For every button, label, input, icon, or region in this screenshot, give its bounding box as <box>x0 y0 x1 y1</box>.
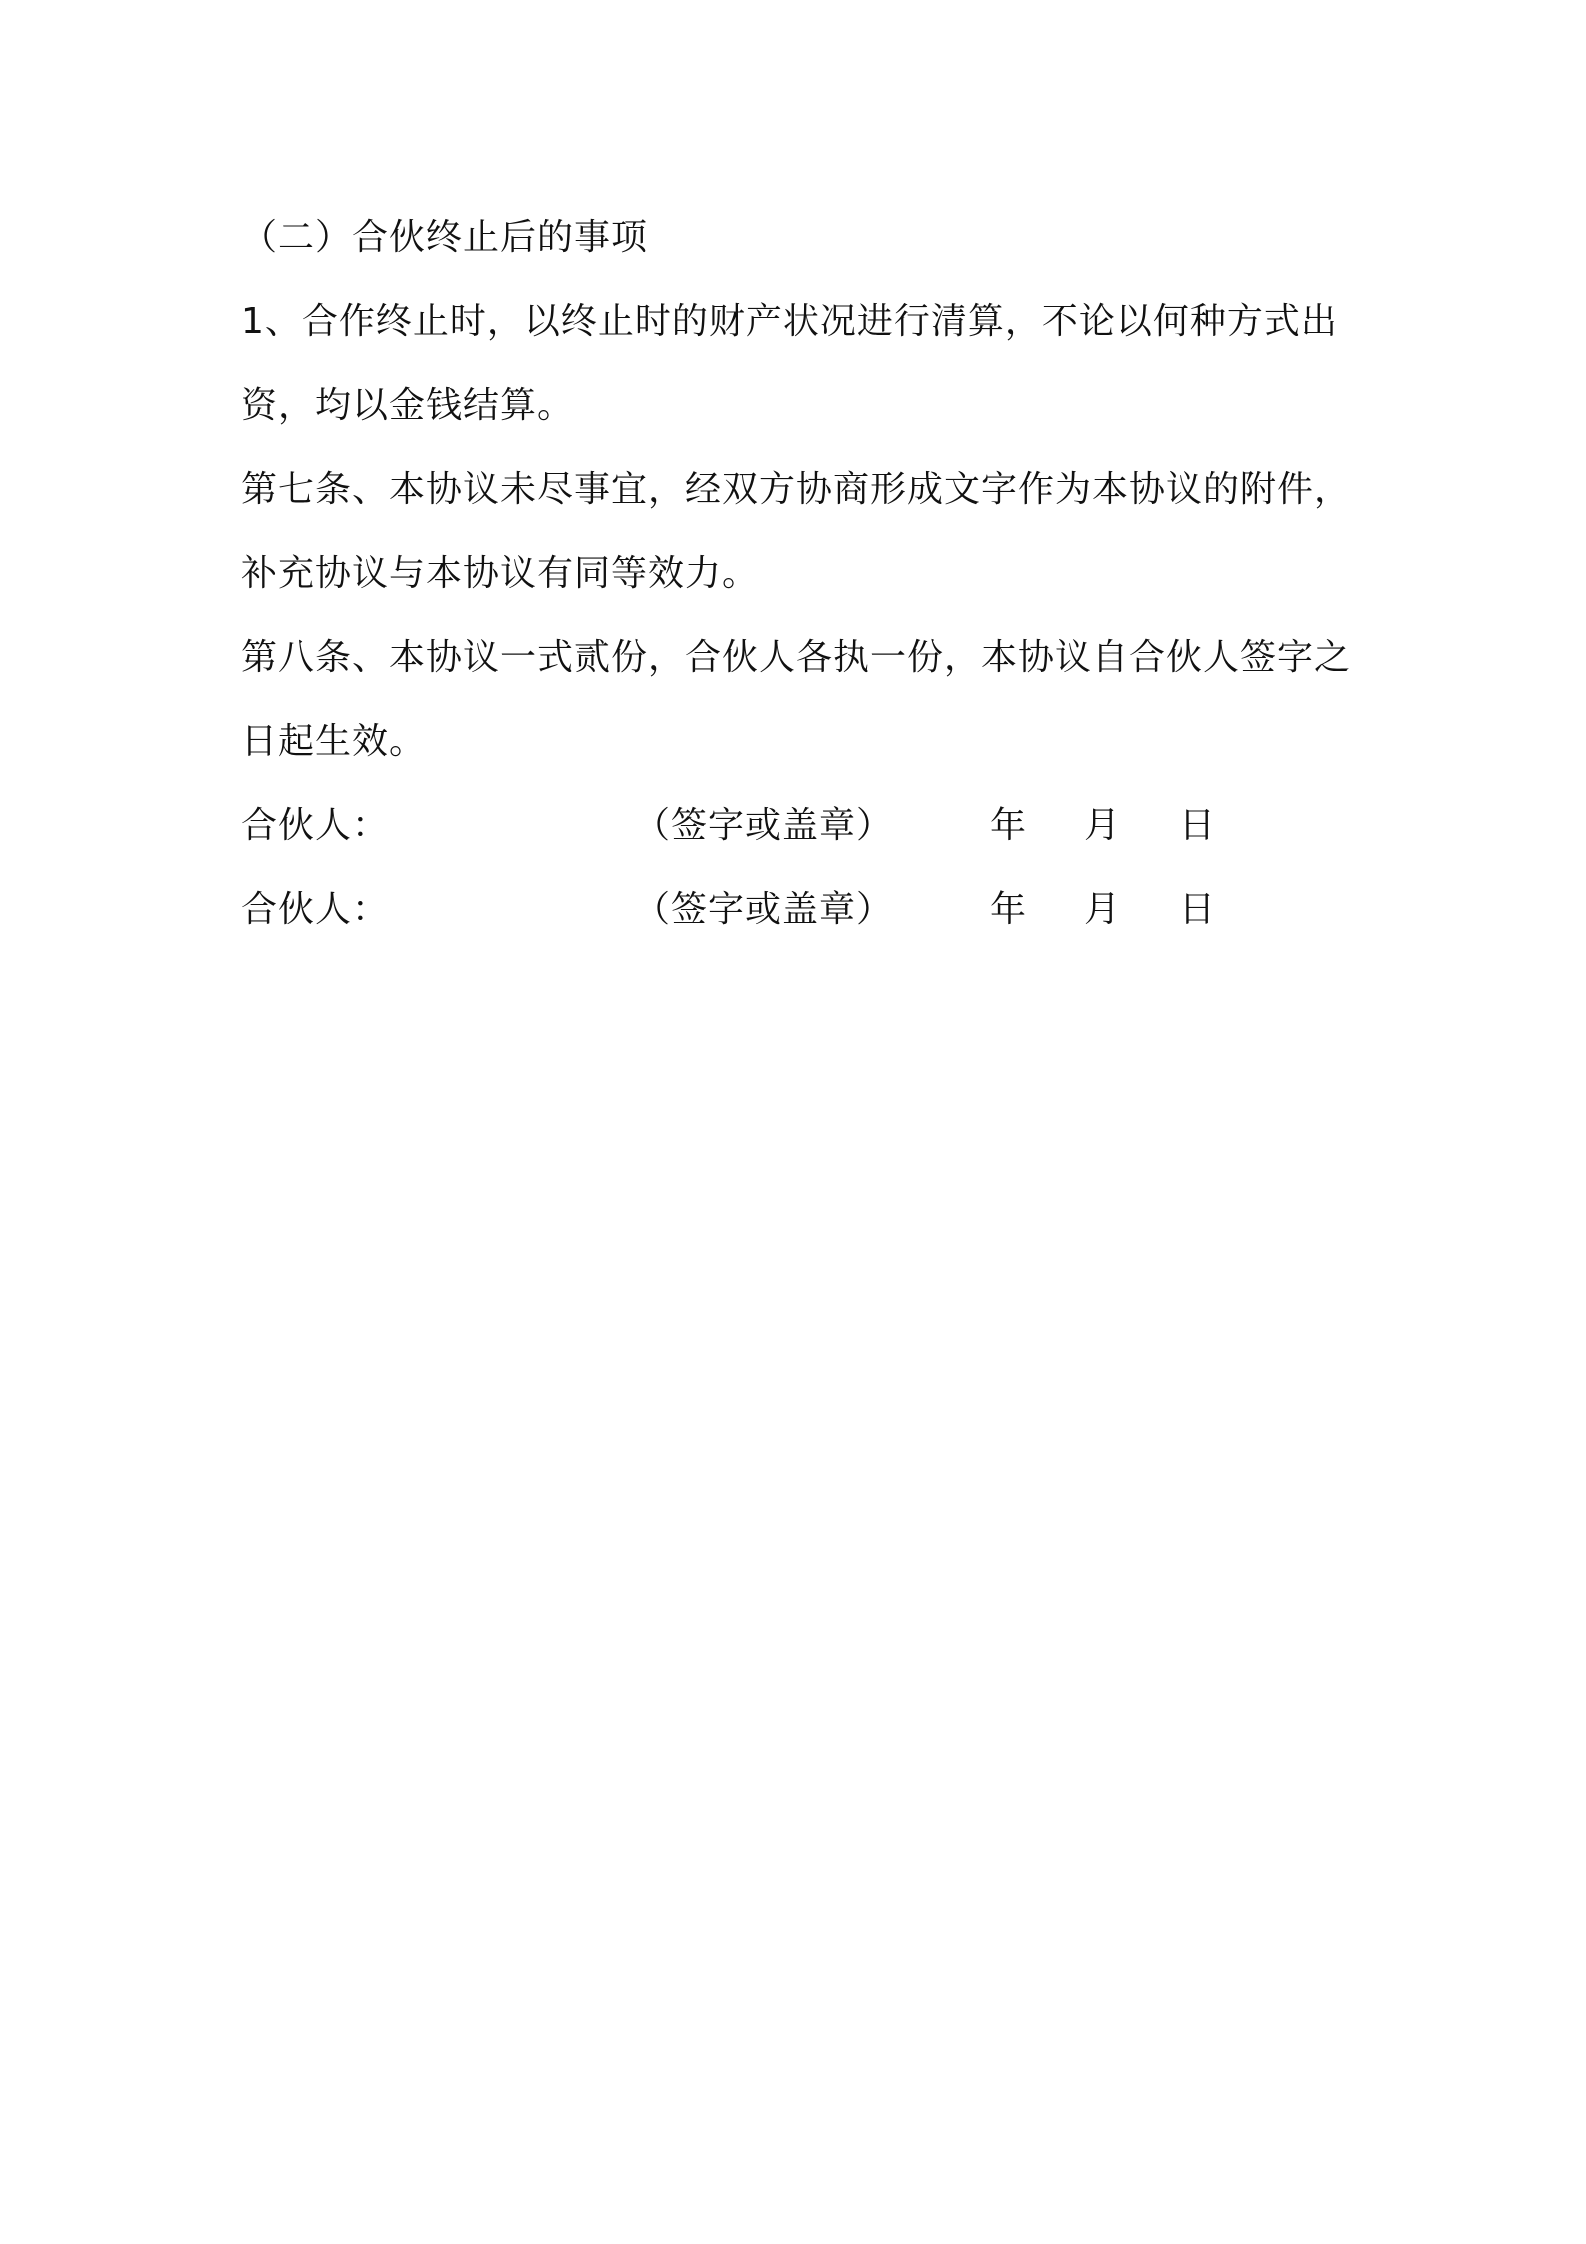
date-day-label: 日 <box>1179 805 1217 846</box>
section-heading: （二）合伙终止后的事项 <box>241 217 649 258</box>
paragraph-line: 日起生效。 <box>241 721 427 762</box>
date-month-label: 月 <box>1084 805 1122 846</box>
date-day-label: 日 <box>1179 889 1217 930</box>
paragraph-line: 1、合作终止时，以终止时的财产状况进行清算，不论以何种方式出 <box>241 301 1338 342</box>
signature-row <box>241 784 1361 868</box>
signature-label: 合伙人： <box>241 805 390 846</box>
signature-row <box>241 868 1361 952</box>
document-body <box>241 196 1361 952</box>
paragraph-line: 第八条、本协议一式贰份，合伙人各执一份，本协议自合伙人签字之 <box>241 637 1352 678</box>
paragraph-line: 补充协议与本协议有同等效力。 <box>241 553 760 594</box>
signature-note: （签字或盖章） <box>634 805 894 846</box>
signature-note: （签字或盖章） <box>634 889 894 930</box>
date-year-label: 年 <box>990 805 1028 846</box>
date-month-label: 月 <box>1084 889 1122 930</box>
date-year-label: 年 <box>990 889 1028 930</box>
paragraph-line: 第七条、本协议未尽事宜，经双方协商形成文字作为本协议的附件， <box>241 469 1352 510</box>
paragraph-line: 资，均以金钱结算。 <box>241 385 575 426</box>
signature-label: 合伙人： <box>241 889 390 930</box>
